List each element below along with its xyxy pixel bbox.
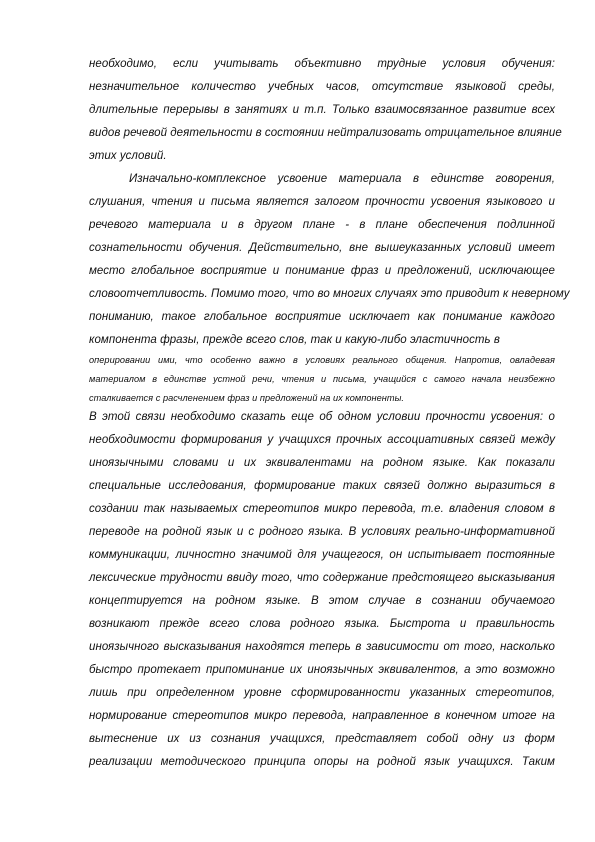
text-line: незначительное количество учебных часов, отсутствие языковой среды, — [89, 81, 555, 93]
text-line: длительные перерывы в занятиях и т.п. Только взаимосвязанное развитие всех — [89, 104, 555, 116]
text-line: специальные исследования, формирование таких связей должно выразиться в — [89, 480, 555, 492]
text-line: необходимости формирования у учащихся прочных ассоциативных связей между — [89, 434, 555, 446]
text-line: словоотчетливость. Помимо того, что во многих случаях это приводит к неверному — [89, 288, 570, 300]
text-line: место глобальное восприятие и понимание фраз и предложений, исключающее — [89, 265, 555, 277]
text-line: вытеснение их из сознания учащихся, представляет собой одну из форм — [89, 733, 555, 745]
text-line: быстро протекает припоминание их иноязычных эквивалентов, а это возможно — [89, 664, 555, 676]
text-line: необходимо, если учитывать объективно трудные условия обучения: — [89, 58, 555, 70]
small-text-line: сталкивается с расчленением фраз и предложений на их компоненты. — [89, 393, 405, 403]
text-line: создании так называемых стереотипов микро перевода, т.е. владения словом в — [89, 503, 555, 515]
text-line: возникают прежде всего слова родного языка. Быстрота и правильность — [89, 618, 555, 630]
text-line: компонента фразы, прежде всего слов, так и какую-либо эластичность в — [89, 334, 500, 346]
text-line: В этой связи необходимо сказать еще об одном условии прочности усвоения: о — [89, 411, 555, 423]
text-line: коммуникации, личностно значимой для учащегося, он испытывает постоянные — [89, 549, 555, 561]
text-line: речевого материала и в другом плане - в плане обеспечения подлинной — [89, 219, 555, 231]
text-line: сознательности обучения. Действительно, вне вышеуказанных условий имеет — [89, 242, 555, 254]
text-line: иноязычного высказывания находятся теперь в зависимости от того, насколько — [89, 641, 555, 653]
text-line: иноязычными словами и их эквивалентами на родном языке. Как показали — [89, 457, 555, 469]
text-line: слушания, чтения и письма является залогом прочности усвоения языкового и — [89, 196, 555, 208]
small-text-line: материалом в единстве устной речи, чтения и письма, учащийся с самого начала неизбежно — [89, 374, 555, 384]
text-line: концептируется на родном языке. В этом случае в сознании обучаемого — [89, 595, 555, 607]
paragraph-first-line: Изначально-комплексное усвоение материала в единстве говорения, — [129, 173, 555, 185]
text-line: лишь при определенном уровне сформированности указанных стереотипов, — [89, 687, 555, 699]
text-line: этих условий. — [89, 150, 167, 162]
text-line: видов речевой деятельности в состоянии нейтрализовать отрицательное влияние — [89, 127, 562, 139]
text-line: нормирование стереотипов микро перевода, направленное в конечном итоге на — [89, 710, 555, 722]
text-line: лексические трудности ввиду того, что содержание предстоящего высказывания — [89, 572, 555, 584]
text-line: реализации методического принципа опоры на родной язык учащихся. Таким — [89, 756, 555, 768]
text-line: переводе на родной язык и с родного языка. В условиях реально-информативной — [89, 526, 555, 538]
text-line: пониманию, такое глобальное восприятие исключает как понимание каждого — [89, 311, 555, 323]
small-text-line: оперировании ими, что особенно важно в условиях реального общения. Напротив, овладевая — [89, 355, 555, 365]
